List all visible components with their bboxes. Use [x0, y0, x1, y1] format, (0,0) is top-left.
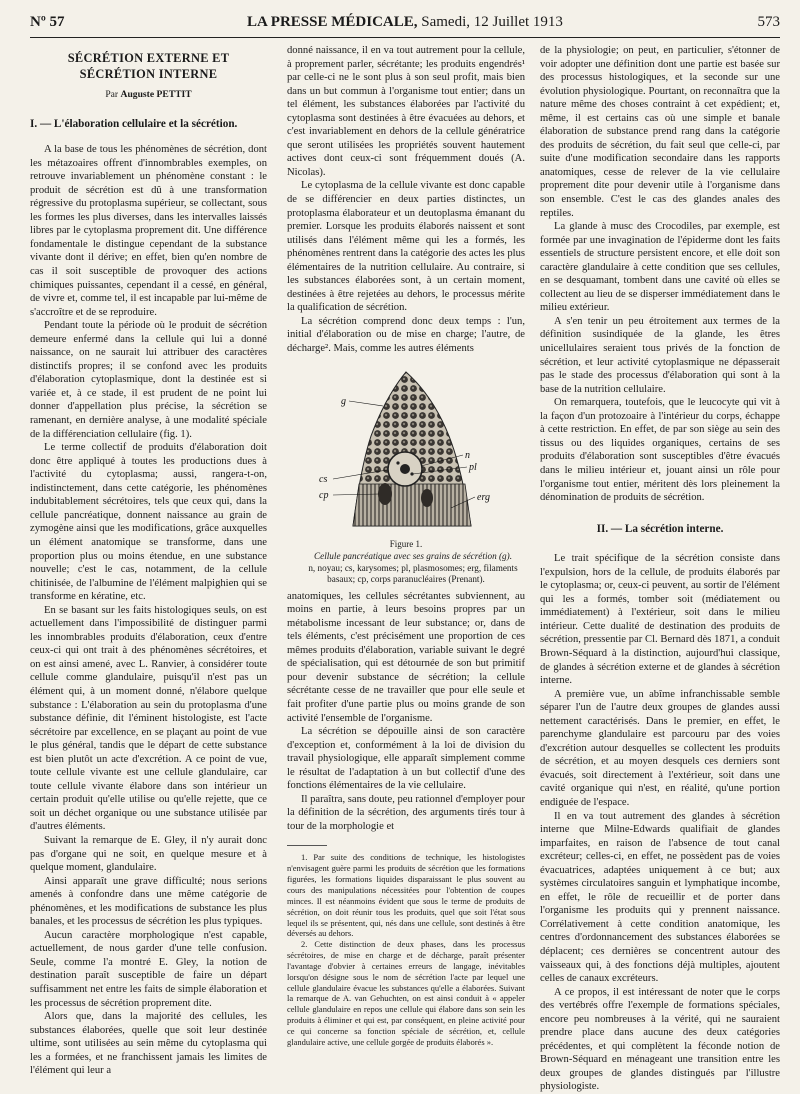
figure-label-pl: pl: [469, 461, 477, 473]
column-3: [540, 44, 780, 1093]
column-2: [287, 44, 525, 1074]
article-author: [30, 88, 267, 102]
figure-label-erg: erg: [477, 491, 490, 503]
figure-label-n: n: [465, 449, 470, 461]
paragraph: La sécrétion comprend donc deux temps : l'un, initial d'élaboration ou de mise en charge; l'autre, de décharge². Mais, comme les autres éléments: [287, 315, 525, 355]
paragraph: Pendant toute la période où le produit de sécrétion demeure enfermé dans la cellule qui lui a donné naissance, on ne saurait lui attribuer des caractères distinctifs propres; il se confond avec les produits d'élaboration cytoplasmique, dont la destinée est si variée et, à ce stade, il est prudent de ne point lui donner d'appellation plus précise, la sécrétion se ramenant, en dernière analyse, à une modalité spéciale de la différenciation cellulaire (fig. 1).: [30, 320, 267, 440]
article-title: SÉCRÉTION EXTERNE ET SÉCRÉTION INTERNE: [67, 51, 230, 81]
paragraph: donné naissance, il en va tout autrement pour la cellule, à proprement parler, sécrétante; les produits engendrés¹ par celle-ci ne le sont plus à son seul profit, mais bien dans un but commun à l'organisme tout entier; dans un tel élément, les substances élaborées par l'activité du cytoplasma sont destinées à être évacuées au dehors, et c'est invariablement en dehors de la cellule génératrice que seront utilisées les propriétés souvent hautement actives dont ceux-ci sont fréquemment doués (A. Nicolas).: [287, 45, 525, 178]
paragraph: A première vue, un abîme infranchissable semble séparer l'un de l'autre deux groupes de glandes aussi nettement caractérisés. Dans le premier, en effet, le parenchyme glandulaire est parcouru par des voies d'excrétion autour desquelles se collectent les produits de sécrétion, et au moyen desquels ces derniers sont évacués, soit directement à l'extérieur, soit dans une cavité organique qui n'est, en réalité, qu'une portion endiguée de l'espace.: [540, 688, 780, 808]
paragraph: Le trait spécifique de la sécrétion consiste dans l'expulsion, hors de la cellule, de produits élaborés par le cytoplasma; or, ceux-ci peuvent, au sortir de l'élément qui les a formés, tomber soit (médiatement ou immédiatement) à l'extérieur, soit dans le milieu intérieur. Cette dualité de destination des produits de sécrétion, pressentie par Cl. Bernard dès 1871, a conduit Brown-Séquard à la distinction, aujourd'hui classique, de glandes à sécrétion externe et de glandes à sécrétion interne.: [540, 553, 780, 687]
footnote: 2. Cette distinction de deux phases, dans les processus sécrétoires, de mise en charge et de décharge, paraît présenter l'avantage d'obvier à certaines erreurs de langage, inévitables lorsqu'on désigne sous le nom de sécrétion l'acte par lequel une cellule glandulaire évacue les substances qu'elle a élaborées. Suivant la remarque de A. van Gehuchten, on est ainsi conduit à « appeler cellule glandulaire en repos une cellule qui élabore dans son sein les produits à éliminer et qui est, par conséquent, en pleine activité pour ce qui concerne sa fonction spéciale de sécrétion, et, cellule glandulaire active, une cellule gorgée de produits élaborés ».: [287, 939, 525, 1047]
column-1: [30, 44, 267, 1077]
paragraph: En se basant sur les faits histologiques seuls, on est actuellement dans l'impossibilité de distinguer parmi les innombrables produits d'élaboration, ceux d'entre ceux-ci qui ont trait à des phénomènes sécrétoires, et on est ainsi amené, avec L. Ranvier, à considérer toute cellule comme glandulaire, puisqu'il n'est pas un élément qui, à un moment donné, n'élabore quelque substance : L'élaboration au sein du protoplasma d'une substance définie, dit l'éminent histologiste, est l'acte sécrétoire par excellence, en se plaçant au point de vue le plus général, tandis que le départ de cette substance est bien plutôt un acte d'excrétion. A ce point de vue, toute cellule vivante est une cellule glandulaire, car toute cellule vivante élabore dans son intérieur un certain produit qu'elle utilise ou qu'elle rejette, que ce soit un déchet organique ou une substance utilisée par d'autres éléments.: [30, 604, 267, 833]
paragraph: Alors que, dans la majorité des cellules, les substances élaborées, quelle que soit leur destinée ultime, sont utilisées au sein même du cytoplasma qui les a formées, et ne franchissent jamais les limites de l'élément qui leur a: [30, 1011, 267, 1077]
paragraph: Le terme collectif de produits d'élaboration doit donc être appliqué à toutes les productions dues à l'activité du cytoplasma; aussi, rangera-t-on, indistinctement, dans cette catégorie, les phénomènes indubitablement sécrétoires, tels que ceux qui, dans la cellule pancréatique, donnent naissance au grain de zymogène ainsi que les modifications, grâce auxquelles un élément anatomique se transforme, dans une proportion plus ou moins étendue, en une substance nouvelle; c'est le cas, notamment, de la cellule chitinisée, de l'albumine de l'élément malpighien qui se transforme en kératine, etc.: [30, 442, 267, 603]
figure-1: [287, 366, 525, 586]
paragraph: On remarquera, toutefois, que le leucocyte qui vit à la façon d'un protozoaire à l'intérieur du corps, échappe à cette restriction. En effet, de par son siège au sein des tissus ou des liquides organiques, certains de ses produits d'élaboration sont susceptibles d'être évacués dans le milieu intérieur et, jouant ainsi un rôle pour l'organisme tout entier, méritent dès lors pleinement la dénomination de produits de sécrétion.: [540, 397, 780, 504]
running-header: [30, 14, 780, 32]
paragraph: La sécrétion se dépouille ainsi de son caractère d'exception et, conformément à la loi de division du travail physiologique, elle apparaît simplement comme le résultat de l'adaptation à un but collectif d'une des fonctions élémentaires de la vie cellulaire.: [287, 726, 525, 792]
figure-caption: Cellule pancréatique avec ses grains de sécrétion (g).: [314, 551, 512, 562]
issue-number: Nº 57: [30, 14, 65, 30]
pancreatic-cell-illustration: [301, 366, 511, 536]
figure-label-g: g: [341, 395, 346, 407]
section-heading-1: I. — L'élaboration cellulaire et la sécrétion.: [30, 117, 238, 130]
figure-label-cs: cs: [319, 473, 328, 485]
journal-masthead: [30, 14, 780, 31]
page-number: 573: [757, 14, 780, 30]
figure-legend: n, noyau; cs, karysomes; pl, plasmosomes; erg, filaments basaux; cp, corps paranucléaires (Prenant).: [308, 562, 518, 585]
header-rule: [30, 37, 780, 38]
paragraph: A la base de tous les phénomènes de sécrétion, dont les métazoaires offrent d'innombrables exemples, on retrouve invariablement un phénomène constant : le produit de sécrétion est dû à une transformation régressive du protoplasma supérieur, se collectant, sous les formes les plus diverses, dans les intervalles laissés libres par le cytoplasma proprement dit. Une différence fondamentale le distingue cependant de la substance vivante dont il dérive; en effet, bien qu'en nombre de cas il soit susceptible de provoquer des actions chimiques puissantes, cependant il a cessé, en général, de vivre et, comme tel, il est incapable par lui-même de s'accroître et de se reproduire.: [30, 144, 267, 318]
figure-title: Figure 1.: [389, 538, 423, 549]
paragraph: La glande à musc des Crocodiles, par exemple, est formée par une invagination de l'épiderme dont les faits essentiels de structure persistent encore, et elle doit son caractère glandulaire à cette condition que ses cellules, en se desquamant, tombent dans une cavité où elles se collectent au lieu de se disperser immédiatement dans le milieu extérieur.: [540, 221, 780, 314]
issue-date: Samedi, 12 Juillet 1913: [421, 14, 563, 30]
paragraph: A ce propos, il est intéressant de noter que le corps des vertébrés offre l'exemple de formations spéciales, encore peu nombreuses à la vérité, qui ne sauraient prendre place dans aucune des deux catégories précédentes, et qui complètent la féconde notion de Brown-Séquard en ménageant une transition entre les deux groupes de glandes distingués par l'illustre physiologiste.: [540, 986, 780, 1093]
footnote: 1. Par suite des conditions de technique, les histologistes n'envisagent guère parmi les produits de sécrétion que les formations figurées, les formations liquides disparaissant le plus souvent au cours des manipulations nécessitées pour l'obtention de coupes minces. Il est néanmoins évident que sous le terme de produits de sécrétion, on doit réunir tous les produits, quel que soit l'état sous lequel ils se présentent, qui, nés dans une cellule, sont destinés à être déversés au dehors.: [287, 852, 525, 939]
section-heading-2: II. — La sécrétion interne.: [596, 522, 724, 535]
paragraph: Ainsi apparaît une grave difficulté; nous serions amenés à confondre dans une même catégorie de phénomènes, et les modifications de substance les plus banales, et les processus de sécrétion les plus typiques.: [30, 875, 267, 928]
paragraph: Aucun caractère morphologique n'est capable, actuellement, de nous garder d'une telle confusion. Seule, comme l'a montré E. Gley, la notion de destination paraît susceptible de faire un départ suffisamment net entre les faits de simple élaboration et les processus de sécrétion proprement dite.: [30, 929, 267, 1009]
paragraph: Le cytoplasma de la cellule vivante est donc capable de se différencier en deux parties distinctes, un protoplasma élaborateur et un deutoplasma émanant du premier. Lorsque les produits élaborés naissent et sont utilisés dans l'élément même qui les a formés, les phénomènes rentrent dans la catégorie des actes les plus élémentaires de la nutrition cellulaire. Au contraire, si les substances élaborées sont, à un certain moment, destinées à être rejetées au dehors, le processus mérite la qualification de sécrétion.: [287, 180, 525, 314]
paragraph: anatomiques, les cellules sécrétantes subviennent, au moins en partie, à leurs besoins propres par un métabolisme incessant de leur substance; or, dans de tels éléments, c'est précisément une proportion de ces mêmes produits d'élaboration, variable suivant le degré de spécialisation, qui est détournée de son but primitif pour devenir substance de sécrétion; la cellule sécrétante cesse de ne travailler que pour elle seule et fait profiter d'une partie plus ou moins grande de son activité l'ensemble de l'organisme.: [287, 590, 525, 724]
author-prefix: Par: [105, 89, 119, 100]
footnote-separator: [287, 845, 327, 846]
paragraph: Il en va tout autrement des glandes à sécrétion interne que Milne-Edwards qualifiait de glandes imparfaites, en raison de l'absence de tout canal excréteur; celles-ci, en effet, ne possèdent pas de voies évacuatrices, adaptées uniquement à ce but; aux systèmes circulatoires sanguin et lymphatique incombe, en effet, le rôle de recueillir et de porter dans l'organisme les produits qui y prennent naissance. Corrélativement à cette condition anatomique, les centres d'ordonnancement des substances élaborées se déplacent; ces dernières se concentrent autour des vaisseaux qui, à des fonctions déjà multiples, ajoutent celles de canaux excréteurs.: [540, 810, 780, 985]
figure-label-cp: cp: [319, 489, 329, 501]
journal-name: LA PRESSE MÉDICALE,: [247, 14, 418, 30]
paragraph: A s'en tenir un peu étroitement aux termes de la définition susindiquée de la glande, les êtres unicellulaires seraient tous privés de la fonction de sécrétion, et leur activité cytoplasmique ne dépasserait pas le stade des processus d'élaboration qui sont à la base de la nutrition cellulaire.: [540, 315, 780, 395]
paragraph: de la physiologie; on peut, en particulier, s'étonner de voir adopter une définition dont une partie est basée sur des processus histologiques, et la seconde sur une évolution physiologique. Pourtant, on reconnaîtra que la nature même des choses contraint à cet expédient; et, même, il est certains cas où une simple et banale élaboration de substance prend rang dans la catégorie des produits de sécrétion, du fait seul que celle-ci, par suite d'une modification secondaire dans les rapports anatomiques, cesse de relever de la vie cellulaire proprement dite pour devenir utile à l'organisme dans son ensemble. C'est le cas des glandes anales des reptiles.: [540, 45, 780, 219]
paragraph: Suivant la remarque de E. Gley, il n'y aurait donc pas d'organe qui ne soit, en quelque mesure et à quelque moment, glandulaire.: [30, 834, 267, 874]
author-name: Auguste PETTIT: [120, 89, 192, 100]
paragraph: Il paraîtra, sans doute, peu rationnel d'employer pour la définition de la sécrétion, des arguments tirés tour à tour de la morphologie et: [287, 793, 526, 832]
